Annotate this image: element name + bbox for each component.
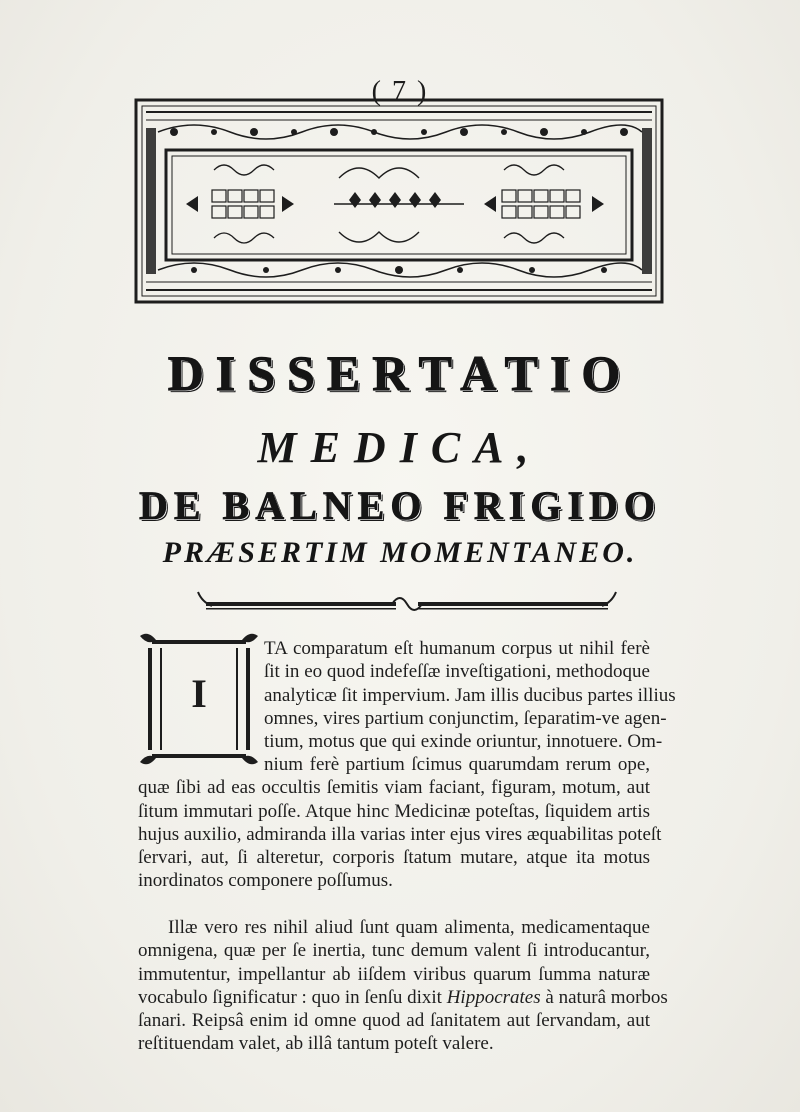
title-de-balneo-frigido: DE BALNEO FRIGIDO (138, 483, 662, 528)
text-line: inordinatos componere poſſumus. (138, 870, 393, 892)
paragraph-1-body (138, 753, 662, 893)
text-line: ſanari. Reipsâ enim id omne quod ad ſanitatem aut ſervandam, aut (138, 1010, 650, 1032)
paragraph-1-lead (264, 637, 676, 753)
text-line: tium, motus que qui exinde oriuntur, innotuere. Om- (264, 731, 663, 753)
text-line: Illæ vero res nihil aliud ſunt quam alimenta, medicamentaque (168, 917, 650, 938)
headpiece-ornament (134, 98, 664, 304)
text-line: analyticæ ſit impervium. Jam illis ducibus partes illius (264, 684, 676, 706)
rule-ornament (192, 586, 622, 616)
author-name: Hippocrates (446, 986, 541, 1008)
text-line: nium ferè partium ſcimus quarumdam rerum ope, (264, 754, 650, 775)
text-line: ſervari, aut, ſi alteretur, corporis ſtatum mutare, atque ita motus (138, 847, 650, 869)
text-line: ſit in eo quod indefeſſæ inveſtigationi, methodoque (264, 661, 650, 683)
decorated-initial (138, 630, 260, 768)
text-line: immutentur, impellantur ab iiſdem viribus quarum ſumma naturæ (138, 963, 650, 985)
text-fragment: à naturâ morbos (540, 986, 668, 1008)
text-line (138, 986, 668, 1009)
text-line: hujus auxilio, admiranda illa varias inter ejus vires æquabilitas poteſt (138, 823, 662, 845)
text-fragment: vocabulo ſignificatur : quo in ſenſu dixit (138, 986, 442, 1008)
text-line: ſitum immutari poſſe. Atque hinc Medicinæ poteſtas, ſiquidem artis (138, 800, 650, 822)
initial-letter: I (191, 671, 207, 716)
text-line: quæ ſibi ad eas occultis ſemitis viam faciant, figuram, motum, aut (138, 777, 650, 799)
paragraph-2 (138, 916, 668, 1056)
title-medica: MEDICA, (257, 423, 543, 472)
title-dissertatio: DISSERTATIO (167, 345, 633, 401)
text-line: reſtituendam valet, ab illâ tantum poteſt valere. (138, 1033, 494, 1055)
page-number: ( 7 ) (371, 76, 429, 107)
title-praesertim-momentaneo: PRÆSERTIM MOMENTANEO. (162, 536, 638, 569)
text-line: TA comparatum eſt humanum corpus ut nihil ferè (264, 638, 650, 659)
text-line: omnes, vires partium conjunctim, ſeparatim-ve agen- (264, 707, 667, 729)
text-line: omnigena, quæ per ſe inertia, tunc demum valent ſi introducantur, (138, 940, 650, 962)
